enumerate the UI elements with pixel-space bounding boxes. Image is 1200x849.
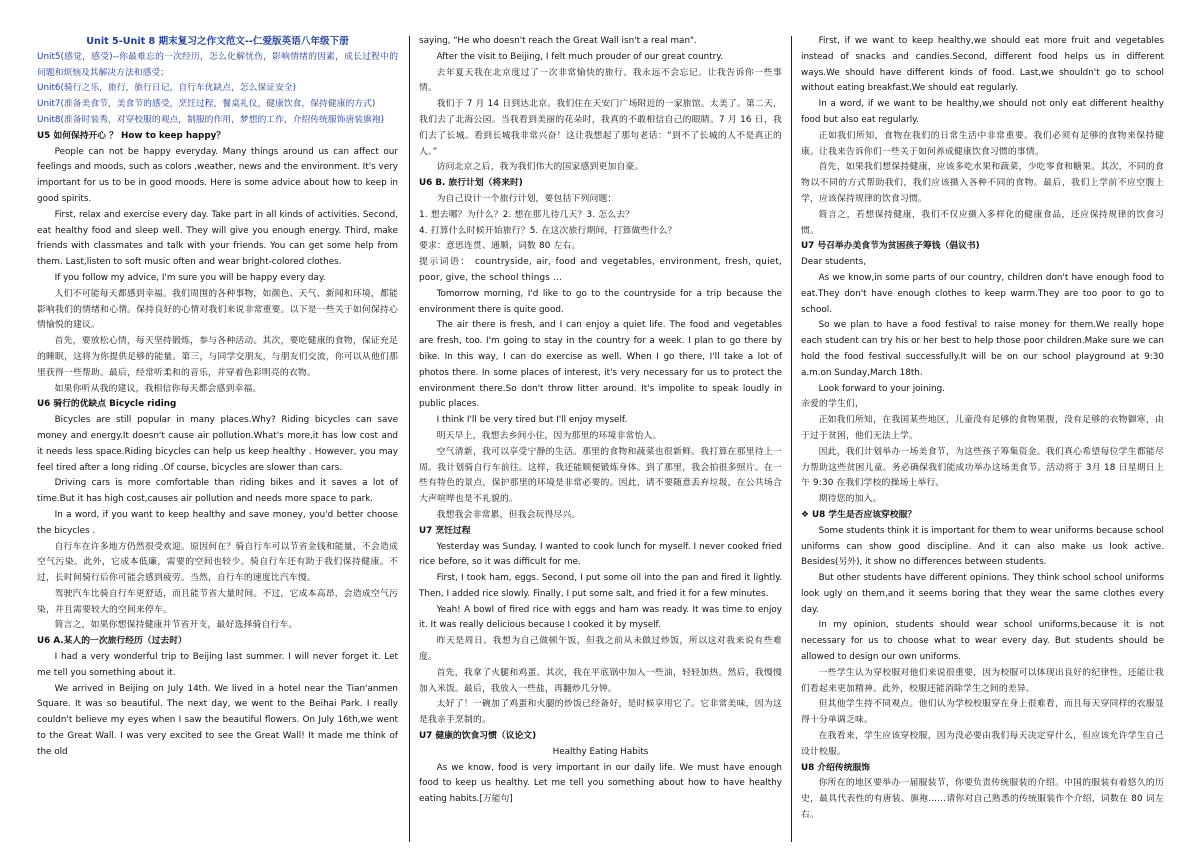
col2-paragraph: Yeah! A bowl of fired rice with eggs and ham was ready. It was time to enjoy it. It was really delicious because I cooked it by myself. bbox=[419, 604, 782, 631]
col2-paragraph: 为自己设计一个旅行计划，要包括下列问题： bbox=[436, 193, 617, 204]
col3-paragraph: ❖ U8 学生是否应该穿校服？ bbox=[801, 509, 917, 520]
col3-paragraph: In a word, if we want to be healthy,we should not only eat different healthy food but also eat regularly. bbox=[801, 99, 1164, 125]
col1-paragraph: Driving cars is more comfortable than riding bikes and it saves a lot of time.But it has high cost,causes air pollution and needs more space to park. bbox=[37, 478, 398, 505]
col3-paragraph: First, if we want to keep healthy,we should eat more fruit and vegetables instead of snacks and candies.Second, different food helps us in different ways.We should have different kinds of food. Last,we shouldn't go to school without eating breakfast.We should eat regularly. bbox=[801, 36, 1164, 94]
col1-paragraph: Unit5(感觉，感受)--你最难忘的一次经历，怎么化解忧伤，影响情绪的因素，成长过程中的问题和烦恼及其解决方法和感受； bbox=[37, 51, 398, 78]
col3-paragraph: 正如我们所知，在我国某些地区，儿童没有足够的食物果腹，没有足够的衣物御寒，由于过于贫困，他们无法上学。 bbox=[801, 415, 1164, 441]
col3-paragraph: So we plan to have a food festival to raise money for them.We really hope each student can try his or her best to help those poor children.Make sure we can hold the food festival successfully.It will be on our school playground at 9:30 a.m.on Sunday,March 18th. bbox=[801, 320, 1164, 378]
col1-paragraph: 简言之，如果你想保持健康并节省开支，最好选择骑自行车。 bbox=[54, 620, 298, 631]
col2-paragraph: 太好了！一碗加了鸡蛋和火腿的炒饭已经备好，是时候享用它了。它非常美味，因为这是我亲手烹制的。 bbox=[419, 699, 782, 726]
col1-paragraph: People can not be happy everyday. Many things around us can affect our feelings and moods, such as colors ,weather, news and the environment. It's very important for us to be in good moods. Here is some advice about how to keep in good spirits. bbox=[37, 146, 398, 204]
col2-paragraph: Yesterday was Sunday. I wanted to cook lunch for myself. I never cooked fried rice before, so it was difficult for me. bbox=[419, 541, 782, 568]
col1-paragraph: U6 骑行的优缺点 Bicycle riding bbox=[37, 399, 177, 410]
col2-paragraph: 要求：意思连贯、通顺，词数 80 左右。 bbox=[419, 241, 581, 252]
col1-paragraph: I had a very wonderful trip to Beijing last summer. I will never forget it. Let me tell you something about it. bbox=[37, 652, 398, 678]
col2-paragraph: U7 烹饪过程 bbox=[419, 525, 471, 536]
col2-paragraph: 昨天是周日。我想为自己做顿午饭，但我之前从未做过炒饭，所以这对我来说有些难度。 bbox=[419, 636, 782, 663]
col1-paragraph: If you follow my advice, I'm sure you will be happy every day. bbox=[54, 272, 326, 283]
col3-paragraph: 亲爱的学生们， bbox=[801, 399, 864, 410]
col2-paragraph: 空气清新，我可以享受宁静的生活。那里的食物和蔬菜也很新鲜。我打算在那里待上一周。我计划骑自行车前往。这样，我还能顺便锻炼身体。到了那里，我会拍很多照片。在一些有特色的景点，保护那里的环境是非常必要的。因此，请不要随意丢弃垃圾，在公共场合大声喧哗也是不礼貌的。 bbox=[419, 446, 782, 505]
col3-paragraph: 简言之，若想保持健康，我们不仅应摄入多样化的健康食品，还应保持规律的饮食习惯。 bbox=[801, 209, 1164, 236]
col2-paragraph: After the visit to Beijing, I felt much prouder of our great country. bbox=[436, 51, 724, 62]
col3-paragraph: Look forward to your joining. bbox=[818, 383, 945, 394]
col2-paragraph: 明天早上，我想去乡间小住，因为那里的环境非常怡人。 bbox=[436, 430, 662, 441]
col2-paragraph: U7 健康的饮食习惯（议论文) bbox=[419, 731, 537, 742]
col2-paragraph: 去年夏天我在北京度过了一次非常愉快的旅行。我永远不会忘记。让我告诉你一些事情。 bbox=[419, 67, 782, 94]
col2-paragraph: 访问北京之后，我为我们伟大的国家感到更加自豪。 bbox=[436, 162, 644, 173]
col2-paragraph: I think I'll be very tired but I'll enjoy myself. bbox=[436, 415, 628, 426]
col3-paragraph: 正如我们所知，食物在我们的日常生活中非常重要。我们必须有足够的食物来保持健康。让我来告诉你们一些关于如何养成健康饮食习惯的事情。 bbox=[801, 130, 1164, 157]
column-divider-left bbox=[409, 36, 410, 842]
column-left bbox=[37, 34, 398, 842]
col3-paragraph: U8 介绍传统服饰 bbox=[801, 762, 871, 773]
column-right bbox=[801, 34, 1164, 842]
col3-paragraph: 但其他学生持不同观点。他们认为学校校服穿在身上很难看，而且每天穿同样的衣服显得十分单调乏味。 bbox=[801, 699, 1164, 726]
col1-paragraph: U6 A.某人的一次旅行经历（过去时） bbox=[37, 636, 187, 647]
col1-paragraph: Unit 5-Unit 8 期末复习之作文范文--仁爱版英语八年级下册 bbox=[86, 36, 349, 47]
col3-paragraph: 首先，如果我们想保持健康，应该多吃水果和蔬菜，少吃零食和糖果。其次，不同的食物以不同的方式帮助我们，我们应该摄入各种不同的食物。最后，我们上学前不应空腹上学，应该保持规律的饮食习惯。 bbox=[801, 162, 1164, 204]
col2-paragraph: First, I took ham, eggs. Second, I put some oil into the pan and fired it lightly. Then, I added rice slowly. Finally, I put some salt, and fried it for a few minutes. bbox=[419, 573, 782, 599]
col1-paragraph: Bicycles are still popular in many places.Why? Riding bicycles can save money and energy.It doesn't cause air pollution.What's more,it has low cost and it needs less space.Riding bicycles can help us keep healthy . However, you may feel tired after a long riding .Of course, bicycles are slower than cars. bbox=[37, 415, 398, 473]
col2-paragraph: U6 B. 旅行计划（将来时) bbox=[419, 178, 523, 189]
col2-paragraph: saying, "He who doesn't reach the Great Wall isn't a real man". bbox=[419, 36, 697, 46]
col1-paragraph: First, relax and exercise every day. Take part in all kinds of activities. Second, eat healthy food and sleep well. They will give you enough energy. Third, make friends with classmates and talk with your friends. You can get some help from them. Last,listen to soft music often and wear bright-colored clothes. bbox=[37, 209, 398, 268]
col2-paragraph: 我想我会非常累，但我会玩得尽兴。 bbox=[436, 509, 581, 520]
col1-paragraph: Unit6(骑行之乐，旅行，旅行日记，自行车优缺点，怎么保证安全) bbox=[37, 83, 297, 94]
col3-paragraph: Dear students, bbox=[801, 257, 866, 268]
col1-paragraph: 首先，要放松心情，每天坚持锻炼，参与各种活动。其次，要吃健康的食物，保证充足的睡眠，这将为你提供足够的能量。第三，与同学交朋友，与朋友们交流，你可以从他们那里获得一些帮助。最后，经常听柔和的音乐，并穿着色彩明亮的衣物。 bbox=[37, 336, 398, 378]
col1-paragraph: 自行车在许多地方仍然很受欢迎。原因何在？骑自行车可以节省金钱和能量，不会造成空气污染。此外，它成本低廉，需要的空间也较少。骑自行车还有助于我们保持健康。不过，长时间骑行后你可能会感到疲劳。当然，自行车的速度比汽车慢。 bbox=[37, 541, 398, 584]
col2-paragraph: Healthy Eating Habits bbox=[552, 746, 649, 757]
col3-paragraph: As we know,in some parts of our country, children don't have enough food to eat.They don't have enough clothes to keep warm.They are too poor to go to school. bbox=[801, 272, 1164, 315]
column-divider-right bbox=[791, 36, 792, 842]
col3-paragraph: 一些学生认为穿校服对他们来说很重要，因为校服可以体现出良好的纪律性，还能让我们看起来更加精神。此外，校服还能消除学生之间的差异。 bbox=[801, 667, 1164, 694]
col1-paragraph: In a word, if you want to keep healthy and save money, you'd better choose the bicycles . bbox=[37, 509, 398, 536]
col1-paragraph: 人们不可能每天都感到幸福。我们周围的各种事物，如颜色、天气、新闻和环境，都能影响我们的情绪和心情。保持良好的心情对我们来说非常重要。以下是一些关于如何保持心情愉悦的建议。 bbox=[37, 288, 398, 331]
col2-paragraph: 提示词语： countryside, air, food and vegetables, environment, fresh, quiet, poor, give, the school things ... bbox=[419, 257, 782, 283]
col1-paragraph: U5 如何保持开心 ？ How to keep happy？ bbox=[37, 130, 226, 141]
col2-paragraph: As we know, food is very important in our daily life. We must have enough food to keep us healthy. Let me tell you something about how to have healthy eating habits.[万能句] bbox=[419, 762, 782, 805]
col2-paragraph: 4. 打算什么时候开始旅行？5. 在这次旅行期间，打算做些什么？ bbox=[419, 225, 677, 236]
col3-paragraph: U7 号召举办美食节为贫困孩子筹钱（倡议书) bbox=[801, 241, 980, 252]
col2-paragraph: 我们于 7 月 14 日到达北京。我们住在天安门广场附近的一家旅馆。太美了。第二天，我们去了北海公园。当我看到美丽的花朵时，我真的不敢相信自己的眼睛。7 月 16 日，我们去了长城。看到长城我非常兴奋！这让我想起了那句老话：“到不了长城的人不是真正的人。” bbox=[419, 99, 782, 157]
col1-paragraph: 如果你听从我的建议，我相信你每天都会感到幸福。 bbox=[54, 383, 262, 394]
col3-paragraph: In my opinion, students should wear school uniforms,because it is not necessary for us to choose what to wear every day. But students should be allowed to design our own uniforms. bbox=[801, 620, 1164, 663]
col2-paragraph: The air there is fresh, and I can enjoy a quiet life. The food and vegetables are fresh, too. I'm going to stay in the country for a week. I plan to go there by bike. In this way, I can do exercise as well. When I go there, I'll take a lot of photos there. In some places of interest, it's very necessary for us to protect the environment there.So don't throw litter around. It's impolite to speak loudly in public places. bbox=[419, 320, 782, 410]
col3-paragraph: Some students think it is important for them to wear uniforms because school uniforms can show good discipline. And it can also make us look active. Besides(另外), it show no differences between students. bbox=[801, 525, 1164, 568]
col2-paragraph: 首先，我拿了火腿和鸡蛋。其次，我在平底锅中加入一些油，轻轻加热。然后，我慢慢加入米饭。最后，我放入一些盐，再翻炒几分钟。 bbox=[419, 667, 782, 694]
col1-paragraph: Unit8(准备时装秀，对穿校服的观点，制服的作用，梦想的工作，介绍传统服饰唐装旗袍) bbox=[37, 114, 385, 125]
col3-paragraph: 期待您的加入。 bbox=[818, 494, 882, 505]
col2-paragraph: 1. 想去哪？为什么？2. 想在那儿待几天？3. 怎么去？ bbox=[419, 209, 635, 220]
col2-paragraph: Tomorrow morning, I'd like to go to the countryside for a trip because the environment there is quite good. bbox=[419, 288, 782, 315]
col1-paragraph: 驾驶汽车比骑自行车更舒适，而且能节省大量时间。不过，它成本高昂，会造成空气污染，并且需要较大的空间来停车。 bbox=[37, 588, 398, 615]
col1-paragraph: Unit7(准备美食节，美食节的感受，烹饪过程，餐桌礼仪，健康饮食，保持健康的方式) bbox=[37, 99, 376, 110]
col1-paragraph: We arrived in Beijing on July 14th. We lived in a hotel near the Tian'anmen Square. It was so beautiful. The next day, we went to the Beihai Park. I really couldn't believe my eyes when I saw the beautiful flowers. On July 16th,we went to the Great Wall. I was very excited to see the Great Wall! It made me think of the old bbox=[37, 683, 398, 757]
col3-paragraph: 因此，我们计划举办一场美食节，为这些孩子筹集资金。我们真心希望每位学生都能尽力帮助这些贫困儿童。务必确保我们能成功举办这场美食节。活动将于 3月 18 日星期日上午 9:30 在我们学校的操场上举行。 bbox=[801, 446, 1164, 489]
column-middle bbox=[419, 34, 782, 842]
col3-paragraph: 你所在的地区要举办一届服装节，你要负责传统服装的介绍。中国的服装有着悠久的历史，最具代表性的有唐装、旗袍......请你对自己熟悉的传统服装作个介绍，词数在 80 词左右。 bbox=[801, 778, 1164, 821]
col3-paragraph: 在我看来，学生应该穿校服，因为没必要由我们每天决定穿什么，但应该允许学生自己设计校服。 bbox=[801, 731, 1164, 757]
col3-paragraph: But other students have different opinions. They think school school uniforms look ugly on them,and it seems boring that they wear the same clothes every day. bbox=[801, 573, 1164, 615]
